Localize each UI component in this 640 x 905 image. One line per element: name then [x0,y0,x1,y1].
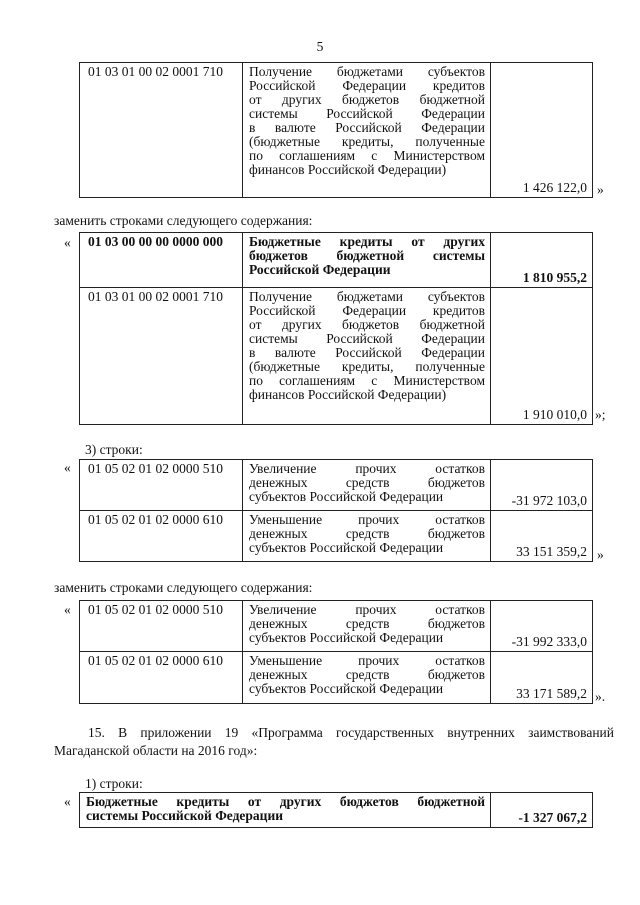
opening-quote: « [64,602,71,617]
amount-cell: -31 992 333,0 [491,601,593,652]
page-number: 5 [316,39,324,54]
description-cell: Бюджетные кредиты от других бюджетов бюджетной системы Российской Федерации [243,233,491,288]
description-cell: Получение бюджетами субъектов Российской Федерации кредитов от других бюджетов бюджетной системы Российской Федерации в валюте Российской Федерации (бюджетные кредиты, полученные по соглашениям с Министерством финансов Российской Федерации) [243,63,491,198]
opening-quote: « [64,235,71,250]
amount-cell: -1 327 067,2 [491,793,593,828]
table-block-5 [79,792,593,828]
replace-instruction-2: заменить строками следующего содержания: [54,580,313,595]
description-cell: Уменьшение прочих остатков денежных средств бюджетов субъектов Российской Федерации [243,652,491,704]
description-cell: Получение бюджетами субъектов Российской Федерации кредитов от других бюджетов бюджетной системы Российской Федерации в валюте Российской Федерации (бюджетные кредиты, полученные по соглашениям с Министерством финансов Российской Федерации) [243,288,491,425]
budget-code-cell: 01 05 02 01 02 0000 610 [80,652,243,704]
closing-quote: »; [595,407,606,422]
budget-code-cell: 01 05 02 01 02 0000 510 [80,601,243,652]
table-block-4 [79,600,593,704]
table-row [80,460,593,511]
description-cell: Уменьшение прочих остатков денежных средств бюджетов субъектов Российской Федерации [243,511,491,562]
closing-quote: » [597,547,604,562]
budget-code-cell: 01 05 02 01 02 0000 610 [80,511,243,562]
closing-quote: » [597,182,604,197]
amount-cell: 1 910 010,0 [491,288,593,425]
amount-cell: 33 171 589,2 [491,652,593,704]
table-block-2 [79,232,593,425]
amount-cell: -31 972 103,0 [491,460,593,511]
closing-quote: ». [595,689,606,704]
table-row [80,233,593,288]
replace-instruction-1: заменить строками следующего содержания: [54,213,313,228]
table-block-3 [79,459,593,562]
item-1-label: 1) строки: [85,776,143,791]
table-row [80,652,593,704]
amount-cell: 33 151 359,2 [491,511,593,562]
table-row [80,511,593,562]
paragraph-15: 15. В приложении 19 «Программа государственных внутренних заимствований Магаданской области на 2016 год»: [54,725,614,758]
table-block-1 [79,62,593,198]
table-row [80,793,593,828]
table-row [80,63,593,198]
table-row [80,288,593,425]
opening-quote: « [64,460,71,475]
amount-cell: 1 810 955,2 [491,233,593,288]
description-cell: Увеличение прочих остатков денежных средств бюджетов субъектов Российской Федерации [243,460,491,511]
opening-quote: « [64,794,71,809]
description-cell: Бюджетные кредиты от других бюджетов бюджетной системы Российской Федерации [80,793,491,828]
budget-code-cell: 01 03 01 00 02 0001 710 [80,63,243,198]
description-cell: Увеличение прочих остатков денежных средств бюджетов субъектов Российской Федерации [243,601,491,652]
table-row [80,601,593,652]
budget-code-cell: 01 03 00 00 00 0000 000 [80,233,243,288]
budget-code-cell: 01 03 01 00 02 0001 710 [80,288,243,425]
budget-code-cell: 01 05 02 01 02 0000 510 [80,460,243,511]
item-3-label: 3) строки: [85,442,143,457]
amount-cell: 1 426 122,0 [491,63,593,198]
